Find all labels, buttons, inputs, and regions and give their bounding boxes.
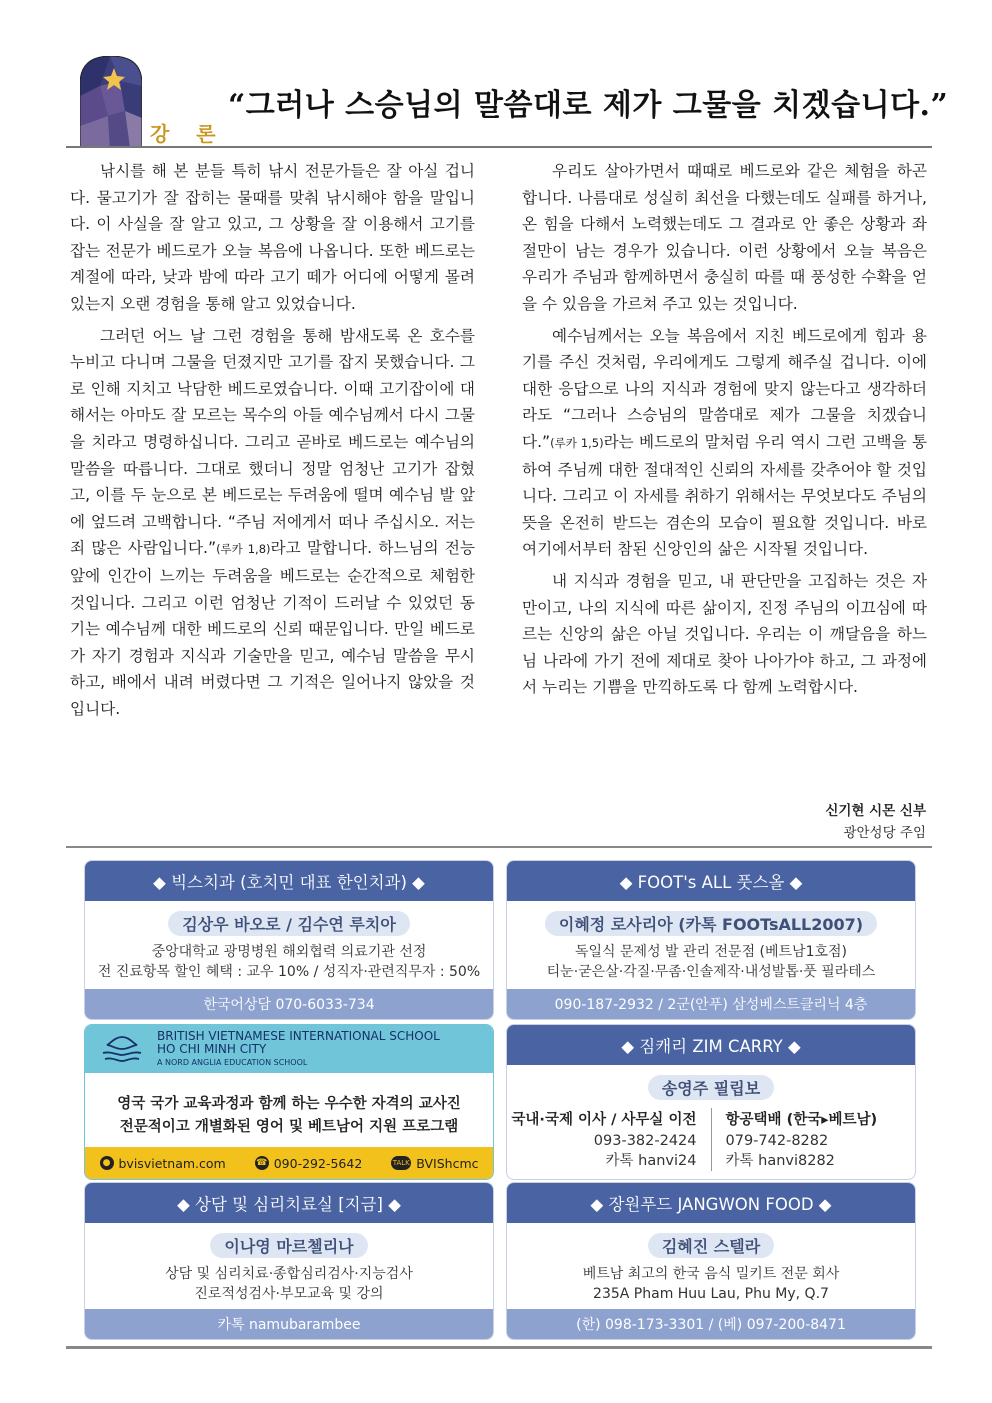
author-name: 신기현 시몬 신부	[825, 803, 926, 819]
scripture-reference: (루카 1,8)	[216, 542, 271, 557]
ad-jangwon-food	[506, 1182, 916, 1340]
paragraph: 내 지식과 경험을 믿고, 내 판단만을 고집하는 것은 자만이고, 나의 지식에 따른 삶이지, 진정 주님의 이끄심에 따르는 신앙의 삶은 아닐 것입니다. 우리는 이 깨달음을 하느님 나라에 가기 전에 제대로 찾아 나아가야 하고, 그 과정에서 누리는 기쁨을 만끽하도록 다 함께 노력합시다.	[522, 571, 927, 697]
homily-right-column	[522, 158, 927, 706]
contact-name: 이나영 마르첼리나	[210, 1233, 367, 1258]
kakaotalk-icon: TALK	[391, 1156, 411, 1170]
contact-name: 김상우 바오로 / 김수연 루치아	[168, 911, 410, 936]
phone-number: 079-742-8282	[725, 1133, 829, 1149]
globe-icon: ●	[100, 1156, 114, 1170]
ad-header: ◆ FOOT's ALL 풋스올 ◆	[507, 861, 915, 901]
school-crest-icon	[97, 1033, 147, 1065]
scripture-reference: (루카 1,5)	[550, 435, 604, 450]
ad-header: ◆ 상담 및 심리치료실 [지금] ◆	[85, 1183, 493, 1223]
divider	[66, 146, 932, 148]
bvis-footer	[85, 1147, 493, 1179]
ad-zim-carry	[506, 1024, 916, 1180]
contact-name: 김혜진 스텔라	[648, 1233, 774, 1258]
ad-header: ◆ 장원푸드 JANGWON FOOD ◆	[507, 1183, 915, 1223]
phone-number: 093-382-2424	[593, 1133, 697, 1149]
ad-footer: 090-187-2932 / 2군(안푸) 삼성베스트클리닉 4층	[507, 989, 915, 1019]
homily-left-column	[70, 158, 475, 727]
contact-name: 송영주 필립보	[648, 1075, 774, 1100]
ad-line: 상담 및 심리치료·종합심리검사·지능검사	[165, 1266, 413, 1282]
kakaotalk-id: BVIShcmc	[416, 1155, 479, 1171]
website-link[interactable]: bvisvietnam.com	[118, 1155, 226, 1171]
paragraph: 낚시를 해 본 분들 특히 낚시 전문가들은 잘 아실 겁니다. 물고기가 잘 잡히는 물때를 맞춰 낚시해야 함을 말입니다. 이 사실을 잘 알고 있고, 그 상황을 잘 이용해서 고기를 잡는 전문가 베드로가 오늘 복음에 나옵니다. 또한 베드로는 계절에 따라, 낮과 밤에 따라 고기 떼가 어디에 어떻게 몰려 있는지 오랜 경험을 통해 알고 있었습니다.	[70, 162, 475, 313]
signature	[825, 800, 926, 844]
ad-dental	[84, 860, 494, 1020]
contact-name: 이혜정 로사리아 (카톡 FOOTsALL2007)	[545, 911, 877, 936]
kakaotalk-id: 카톡 hanvi24	[605, 1153, 697, 1169]
paragraph: 예수님께서는 오늘 복음에서 지친 베드로에게 힘과 용기를 주신 것처럼, 우리에게도 그렇게 해주실 겁니다. 이에 대한 응답으로 나의 지식과 경험에 맞지 않는다고 생각하더라도 “그러나 스승님의 말씀대로 제가 그물을 치겠습니다.”(루카 1,5)라는 베드로의 말처럼 우리 역시 그런 고백을 통하여 주님께 대한 절대적인 신뢰의 자세를 갖추어야 할 것입니다. 그리고 이 자세를 취하기 위해서는 무엇보다도 주님의 뜻을 온전히 받드는 겸손의 모습이 필요할 것입니다. 바로 여기에서부터 참된 신앙인의 삶은 시작될 것입니다.	[522, 326, 928, 559]
ad-line: 영국 국가 교육과정과 함께 하는 우수한 자격의 교사진	[117, 1096, 461, 1112]
paragraph: 그러던 어느 날 그런 경험을 통해 밤새도록 온 호수를 누비고 다니며 그물을 던졌지만 고기를 잡지 못했습니다. 그로 인해 지치고 낙담한 베드로였습니다. 이때 고기잡이에 대해서는 아마도 잘 모르는 목수의 아들 예수님께서 다시 그물을 치라고 명령하십니다. 그리고 곧바로 베드로는 예수님의 말씀을 따릅니다. 그대로 했더니 정말 엄청난 고기가 잡혔고, 이를 두 눈으로 본 베드로는 두려움에 떨며 예수님 발 앞에 엎드려 고백합니다. “주님 저에게서 떠나 주십시오. 저는 죄 많은 사람입니다.”(루카 1,8)라고 말합니다. 하느님의 전능 앞에 인간이 느끼는 두려움을 베드로는 순간적으로 체험한 것입니다. 그리고 이런 엄청난 기적이 드러날 수 있었던 동기는 예수님께 대한 베드로의 신뢰 때문입니다. 만일 베드로가 자기 경험과 지식과 기술만을 믿고, 예수님 말씀을 무시하고, 배에서 내려 버렸다면 그 기적은 일어나지 않았을 것입니다.	[70, 326, 475, 718]
ad-counseling	[84, 1182, 494, 1340]
school-city: HO CHI MINH CITY	[157, 1041, 267, 1056]
ad-line: 235A Pham Huu Lau, Phu My, Q.7	[593, 1286, 829, 1302]
ad-footer: 한국어상담 070-6033-734	[85, 989, 493, 1019]
ad-line: 베트남 최고의 한국 음식 밀키트 전문 회사	[582, 1266, 840, 1282]
school-subtitle: A NORD ANGLIA EDUCATION SCHOOL	[157, 1057, 308, 1067]
ad-header: ◆ 짐캐리 ZIM CARRY ◆	[507, 1025, 915, 1065]
ad-bvis	[84, 1024, 494, 1180]
ad-line: 티눈·굳은살·각질·무좀·인솔제작·내성발톱·풋 필라테스	[546, 964, 876, 980]
ad-footer: (한) 098-173-3301 / (베) 097-200-8471	[507, 1309, 915, 1339]
ad-line: 독일식 문제성 발 관리 전문점 (베트남1호점)	[575, 944, 847, 960]
ad-line: 중앙대학교 광명병원 해외협력 의료기관 선정	[151, 944, 427, 960]
kakaotalk-id: 카톡 hanvi8282	[725, 1153, 835, 1169]
section-label: 강 론	[150, 122, 226, 146]
ad-footer: 카톡 namubarambee	[85, 1309, 493, 1339]
school-name: BRITISH VIETNAMESE INTERNATIONAL SCHOOL	[157, 1028, 440, 1043]
phone-icon: ☎	[256, 1158, 268, 1168]
paragraph: 우리도 살아가면서 때때로 베드로와 같은 체험을 하곤 합니다. 나름대로 성실히 최선을 다했는데도 실패를 하거나, 온 힘을 다해서 노력했는데도 그 결과로 안 좋은 상황과 좌절만이 남는 경우가 있습니다. 이런 상황에서 오늘 복음은 우리가 주님과 함께하면서 충실히 따를 때 풍성한 수확을 얻을 수 있음을 가르쳐 주고 있는 것입니다.	[522, 162, 927, 313]
divider	[66, 846, 932, 848]
bvis-banner	[85, 1025, 493, 1073]
ad-line: 전문적이고 개별화된 영어 및 베트남어 지원 프로그램	[119, 1119, 459, 1135]
phone-number: 090-292-5642	[273, 1155, 363, 1171]
ad-header: ◆ 빅스치과 (호치민 대표 한인치과) ◆	[85, 861, 493, 901]
author-role: 광안성당 주임	[843, 825, 926, 841]
page-title: “그러나 스승님의 말씀대로 제가 그물을 치겠습니다.”	[228, 88, 949, 123]
service-title: 항공택배 (한국▸베트남)	[725, 1112, 878, 1128]
service-title: 국내·국제 이사 / 사무실 이전	[511, 1112, 697, 1128]
ad-line: 진로적성검사·부모교육 및 강의	[194, 1286, 384, 1302]
stained-glass-logo	[80, 56, 142, 148]
ad-line: 전 진료항목 할인 혜택 : 교우 10% / 성직자·관련직무자 : 50%	[97, 964, 481, 980]
ad-foots-all	[506, 860, 916, 1020]
divider	[66, 1346, 932, 1349]
